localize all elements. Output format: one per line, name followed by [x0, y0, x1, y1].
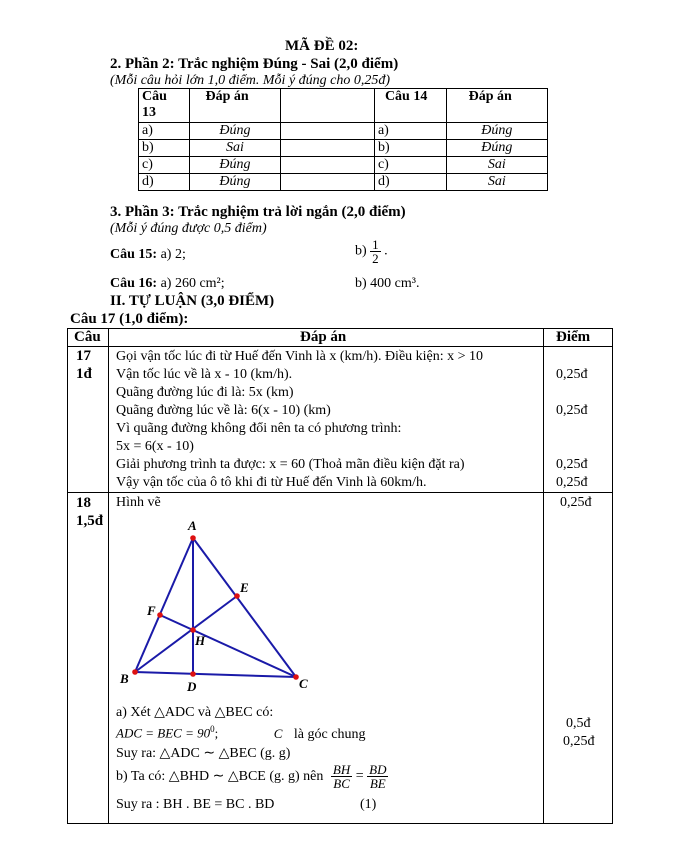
q17-score [556, 348, 611, 366]
part2-title: 2. Phần 2: Trắc nghiệm Đúng - Sai (2,0 điểm) [110, 56, 399, 72]
q18-b-tag: (1) [360, 797, 377, 812]
degree-mark: 0 [210, 724, 215, 734]
q18-b-line2: Suy ra : BH . BE = BC . BD [116, 797, 275, 812]
q18-figure-label: Hình vẽ [116, 495, 161, 510]
col-divider-1 [108, 328, 109, 824]
row-answer-14: Sai [446, 157, 547, 174]
q17-line: Giải phương trình ta được: x = 60 (Thoả mãn điều kiện đặt ra) [116, 457, 465, 472]
side-bc [135, 672, 296, 677]
q17-score: 0,25đ [556, 403, 588, 418]
row-answer-14: Đúng [446, 140, 547, 157]
th-diem: Điểm [556, 329, 591, 345]
equals-sign: = [355, 768, 364, 784]
label-h: H [195, 633, 206, 648]
th-q14: Câu 14 [374, 89, 446, 123]
q18-a-line1: a) Xét △ADC và △BEC có: [116, 705, 274, 720]
row-answer-14: Sai [446, 174, 547, 191]
col-divider-2 [543, 328, 544, 824]
label-b: B [120, 671, 129, 686]
q17-number: 17 [76, 348, 91, 364]
row-divider-2 [67, 492, 613, 493]
row-answer-13: Đúng [189, 157, 281, 174]
q16-row [110, 276, 225, 292]
point-e [234, 593, 240, 599]
fraction-bd-be [367, 763, 388, 790]
q17-line: Vận tốc lúc về là x - 10 (km/h). [116, 367, 293, 382]
row-empty [281, 140, 375, 157]
table-row [139, 174, 548, 191]
label-d: D [187, 679, 197, 694]
fraction-numerator: BH [332, 762, 351, 777]
q17-answer [116, 348, 541, 492]
row-label-14: b) [374, 140, 446, 157]
q18-number: 18 [76, 495, 91, 511]
label-e: E [240, 580, 249, 595]
q17-line: Quãng đường lúc về là: 6(x - 10) (km) [116, 403, 331, 418]
q17-score [556, 420, 611, 438]
table-row [139, 157, 548, 174]
altitude-cf [160, 615, 296, 677]
q17-line: Gọi vận tốc lúc đi từ Huế đến Vinh là x (km/h). Điều kiện: x > 10 [116, 349, 484, 364]
row-divider-1 [67, 346, 613, 347]
fraction-denominator: BC [333, 776, 350, 791]
point-b [132, 669, 138, 675]
q18-b-text: b) Ta có: △BHD ∼ △BCE (g. g) nên [116, 769, 324, 784]
table-row [139, 123, 548, 140]
point-a [190, 535, 196, 541]
q18-a-score1: 0,5đ [566, 716, 591, 731]
q18-a-line2: ADC = BEC = $90^0$; C là góc chung [116, 724, 366, 742]
fraction-denominator: 2 [372, 251, 379, 266]
th-empty [281, 89, 375, 123]
angle-c: C [273, 725, 283, 741]
essay-title: II. TỰ LUẬN (3,0 ĐIỂM) [110, 293, 275, 309]
figure-points [132, 535, 299, 680]
point-h [190, 627, 196, 633]
side-ac [193, 538, 296, 677]
th-cau: Câu [74, 329, 101, 345]
row-label-14: a) [374, 123, 446, 140]
q15-b-end: . [384, 243, 388, 259]
row-label: b) [139, 140, 190, 157]
row-answer-14: Đúng [446, 123, 547, 140]
label-a: A [188, 518, 197, 533]
q18-points: 1,5đ [76, 513, 104, 529]
q18-figure-score: 0,25đ [560, 495, 592, 510]
common-angle-text: là góc chung [293, 726, 366, 742]
q17-score: 0,25đ [556, 475, 588, 490]
row-label: d) [139, 174, 190, 191]
point-c [293, 674, 299, 680]
q15-label: Câu 15: [110, 247, 158, 262]
triangle-figure [110, 515, 330, 700]
row-empty [281, 157, 375, 174]
row-answer-13: Sai [189, 140, 281, 157]
side-ab [135, 538, 193, 672]
fraction-denominator: BE [369, 776, 386, 791]
q17-line: Quãng đường lúc đi là: 5x (km) [116, 385, 294, 400]
th-answer-14: Đáp án [446, 89, 547, 123]
q18-a-score2: 0,25đ [563, 734, 595, 749]
row-empty [281, 123, 375, 140]
point-d [190, 671, 196, 677]
q17-line: 5x = 6(x - 10) [116, 439, 194, 454]
fraction-numerator: 1 [372, 237, 379, 252]
th-q13 [139, 89, 190, 123]
th-q13-label: Câu [142, 89, 167, 104]
row-label-14: c) [374, 157, 446, 174]
part3-note: (Mỗi ý đúng được 0,5 điểm) [110, 221, 267, 236]
q15-row [110, 247, 186, 263]
q15-answer-b [355, 238, 388, 265]
label-f: F [147, 603, 156, 618]
row-label: a) [139, 123, 190, 140]
q15-b-label: b) [355, 243, 367, 259]
q16-label: Câu 16: [110, 276, 158, 291]
exam-code: MÃ ĐỀ 02: [285, 38, 359, 54]
q17-line: Vì quãng đường không đổi nên ta có phương trình: [116, 421, 402, 436]
part3-title: 3. Phần 3: Trắc nghiệm trả lời ngắn (2,0 điểm) [110, 204, 406, 220]
q17-scores [556, 348, 611, 492]
th-dapan: Đáp án [300, 329, 347, 345]
row-label: c) [139, 157, 190, 174]
q15-b-fraction [370, 238, 381, 265]
q17-title: Câu 17 (1,0 điểm): [70, 311, 189, 327]
q17-line: Vậy vận tốc của ô tô khi đi từ Huế đến Vinh là 60km/h. [116, 475, 427, 490]
q17-score: 0,25đ [556, 457, 588, 472]
row-answer-13: Đúng [189, 174, 281, 191]
q15-answer-a: a) 2; [160, 247, 186, 262]
q17-score [556, 438, 611, 456]
row-label-14: d) [374, 174, 446, 191]
point-f [157, 612, 163, 618]
th-q13-number: 13 [142, 105, 156, 120]
part2-table [138, 88, 548, 191]
fraction-bh-bc [331, 763, 352, 790]
q16-answer-a: a) 260 cm²; [160, 276, 225, 291]
q16-answer-b: b) 400 cm³. [355, 276, 420, 291]
label-c: C [299, 676, 308, 691]
fraction-numerator: BD [369, 762, 387, 777]
table-row [139, 140, 548, 157]
row-answer-13: Đúng [189, 123, 281, 140]
q17-points: 1đ [76, 366, 92, 382]
row-empty [281, 174, 375, 191]
part2-note: (Mỗi câu hỏi lớn 1,0 điểm. Mỗi ý đúng cho 0,25đ) [110, 73, 391, 88]
q17-score: 0,25đ [556, 367, 588, 382]
th-answer-13: Đáp án [189, 89, 281, 123]
q18-a-line3: Suy ra: △ADC ∼ △BEC (g. g) [116, 746, 291, 761]
q17-score [556, 384, 611, 402]
q18-b-line1 [116, 763, 388, 790]
angle-equation: ADC = BEC = 90 [116, 725, 211, 741]
